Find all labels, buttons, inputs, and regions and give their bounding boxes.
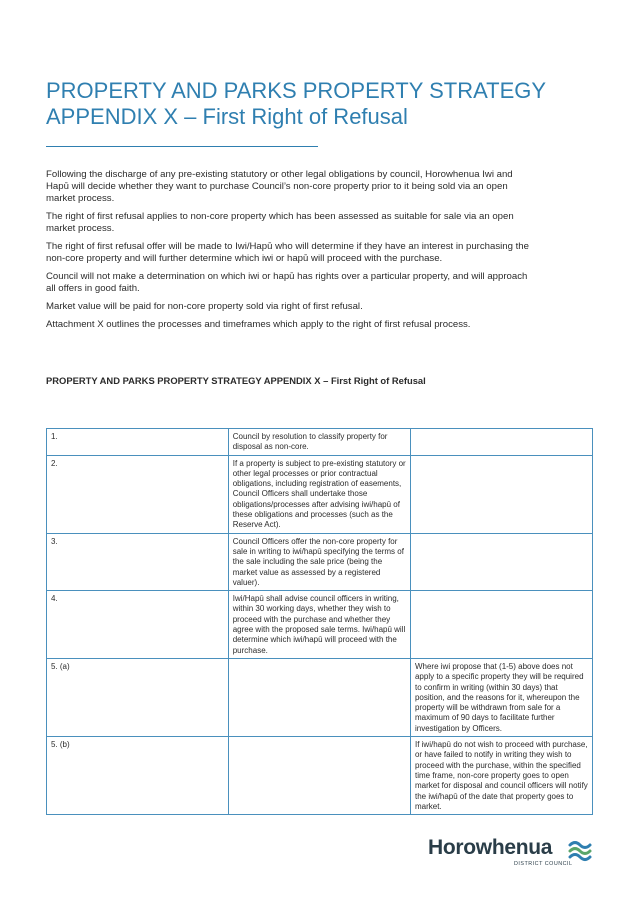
logo-subtitle: DISTRICT COUNCIL [514, 861, 573, 867]
step-description-cell: Council Officers offer the non-core property for sale in writing to iwi/hapū specifying the terms of the sale including the sale price (being the market value as assessed by a registered valuer). [228, 533, 410, 590]
table-row [47, 429, 593, 456]
table-row [47, 533, 593, 590]
body-text [46, 169, 536, 338]
document-title: PROPERTY AND PARKS PROPERTY STRATEGY APPENDIX X – First Right of Refusal [46, 78, 546, 129]
paragraph: The right of first refusal offer will be made to Iwi/Hapū who will determine if they have an interest in purchasing the non-core property and will further determine which iwi or hapū will proceed with the purchase. [46, 240, 529, 264]
step-note-cell [410, 429, 592, 456]
paragraph: Council will not make a determination on which iwi or hapū has rights over a particular property, and will approach all offers in good faith. [46, 271, 528, 294]
step-description-cell: Iwi/Hapū shall advise council officers in writing, within 30 working days, whether they wish to proceed with the purchase and whether they agree with the proposed sale terms. Iwi/hapū will determine which iwi/hapū will proceed with the purchase. [228, 591, 410, 659]
step-description-cell [228, 658, 410, 736]
step-number-cell: 1. [47, 429, 229, 456]
section-heading: PROPERTY AND PARKS PROPERTY STRATEGY APPENDIX X – First Right of Refusal [46, 375, 426, 386]
first-right-of-refusal-table [46, 428, 593, 815]
paragraph: The right of first refusal applies to non-core property which has been assessed as suitable for sale via an open market process. [46, 210, 514, 234]
step-number-cell: 5. (a) [47, 658, 229, 736]
horowhenua-logo [428, 836, 593, 872]
paragraph: Following the discharge of any pre-existing statutory or other legal obligations by council, Horowhenua Iwi and Hapū will decide whether they want to purchase Council’s non-core property prior to it being sold via an open market process. [46, 169, 513, 204]
step-number-cell: 3. [47, 533, 229, 590]
step-description-cell [228, 737, 410, 815]
paragraph: Attachment X outlines the processes and timeframes which apply to the right of first refusal process. [46, 319, 471, 331]
table-row [47, 658, 593, 736]
step-note-cell: If iwi/hapū do not wish to proceed with purchase, or have failed to notify in writing they wish to proceed with the purchase, within the specified time frame, non-core property goes to open market for disposal and council officers will notify the iwi/hapū of the date that property goes to market. [410, 737, 592, 815]
logo-wordmark: Horowhenua [428, 836, 553, 859]
title-underline [46, 146, 318, 147]
table-row [47, 591, 593, 659]
step-note-cell [410, 533, 592, 590]
paragraph: Market value will be paid for non-core property sold via right of first refusal. [46, 301, 363, 313]
step-description-cell: Council by resolution to classify property for disposal as non-core. [228, 429, 410, 456]
table-row [47, 737, 593, 815]
wave-emblem-icon [567, 837, 593, 863]
step-number-cell: 2. [47, 455, 229, 533]
step-number-cell: 4. [47, 591, 229, 659]
step-number-cell: 5. (b) [47, 737, 229, 815]
step-note-cell: Where iwi propose that (1-5) above does not apply to a specific property they will be required to confirm in writing (within 30 days) that position, and the reasons for it, whereupon the property will be withdrawn from sale for a maximum of 90 days to facilitate further investigation by Officers. [410, 658, 592, 736]
step-note-cell [410, 591, 592, 659]
table-row [47, 455, 593, 533]
step-description-cell: If a property is subject to pre-existing statutory or other legal processes or prior contractual obligations, including registration of easements, Council Officers shall undertake those obligations/processes after advising iwi/hapū of these obligations and processes (such as the Reserve Act). [228, 455, 410, 533]
step-note-cell [410, 455, 592, 533]
